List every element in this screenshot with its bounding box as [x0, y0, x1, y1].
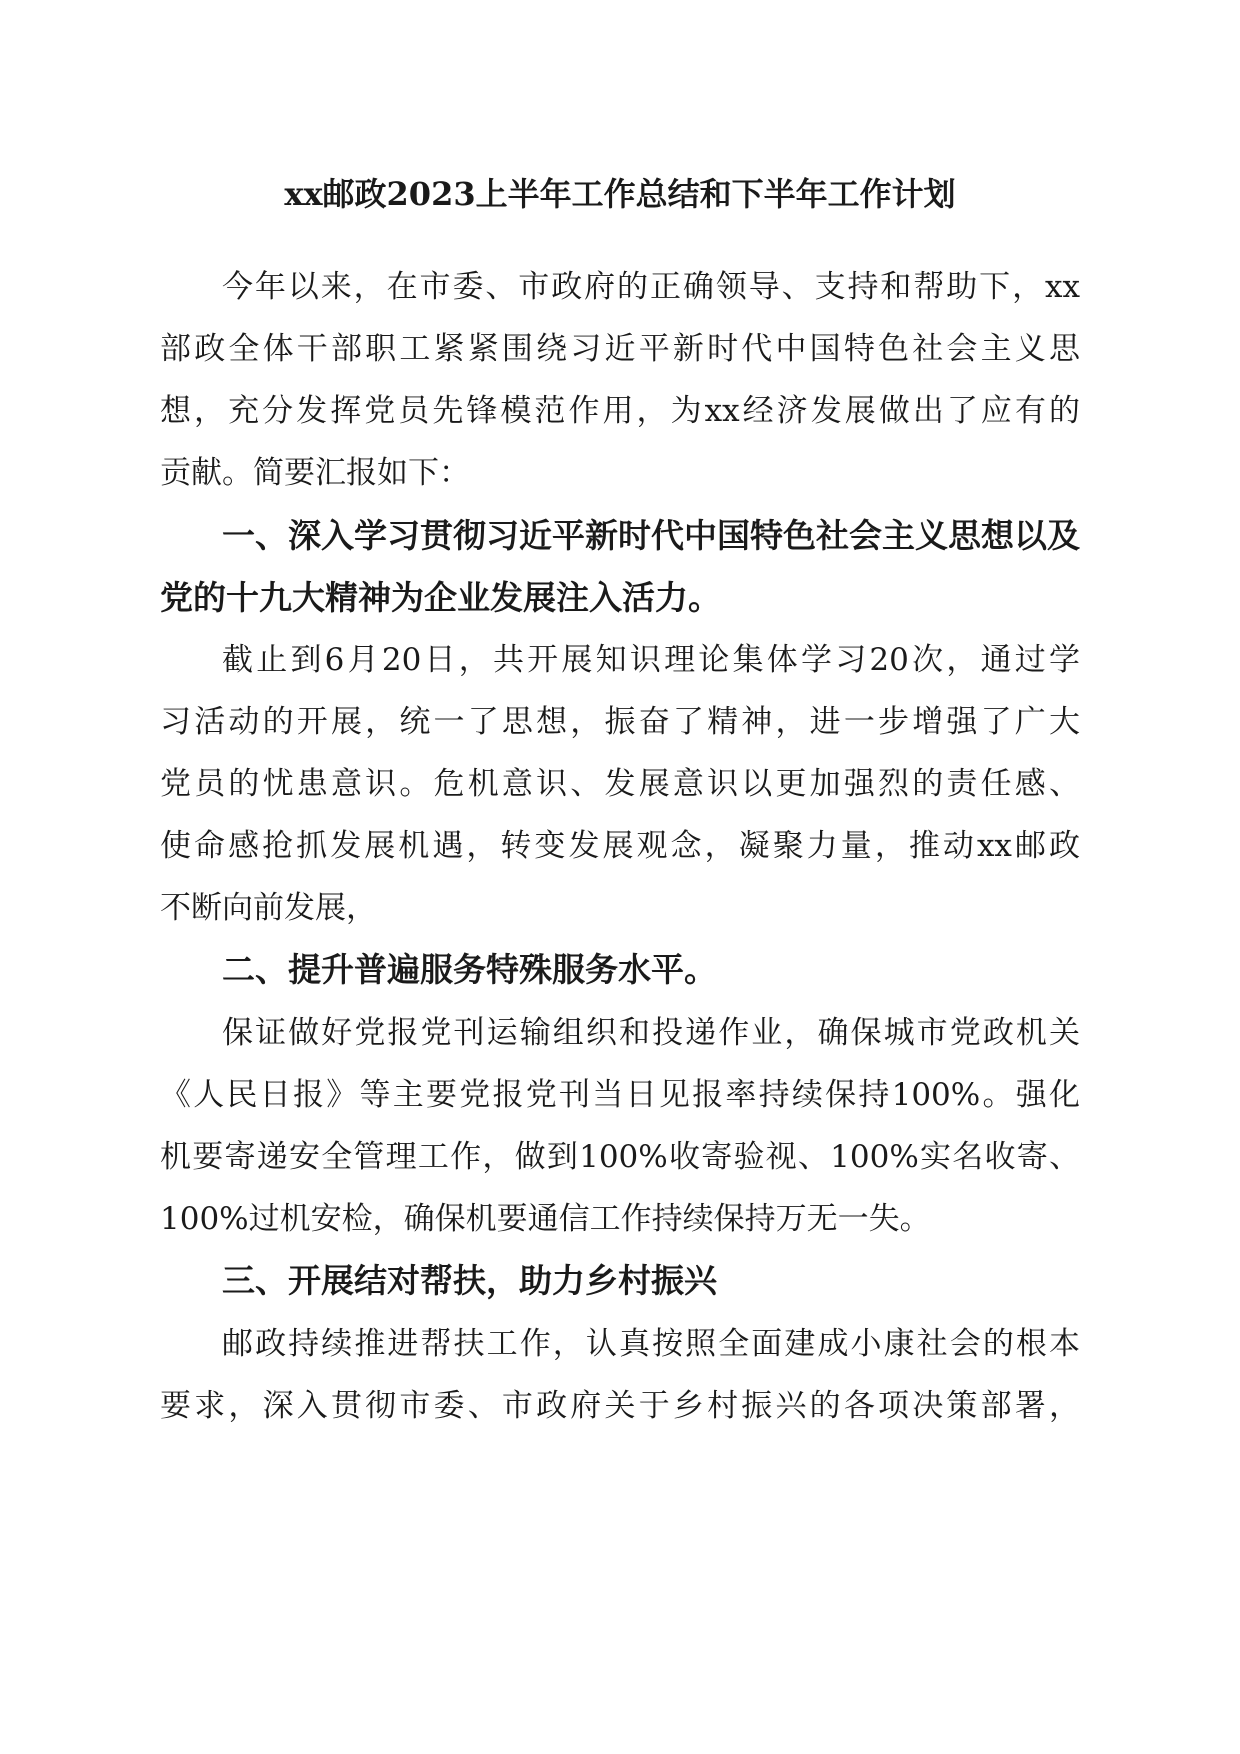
section3-body-line: 要求，深入贯彻市委、市政府关于乡村振兴的各项决策部署， — [160, 1388, 1080, 1424]
section1-body-line: 截止到6月20日，共开展知识理论集体学习20次，通过学 — [222, 642, 1080, 678]
section1-body-line: 不断向前发展， — [160, 890, 377, 926]
section2-body-line: 机要寄递安全管理工作，做到100%收寄验视、100%实名收寄、 — [160, 1139, 1080, 1175]
intro-line: 今年以来，在市委、市政府的正确领导、支持和帮助下，xx — [222, 269, 1080, 305]
intro-line: 想，充分发挥党员先锋模范作用，为xx经济发展做出了应有的 — [160, 393, 1080, 429]
section2-body-line: 《人民日报》等主要党报党刊当日见报率持续保持100%。强化 — [160, 1077, 1080, 1113]
section2-heading: 二、提升普遍服务特殊服务水平。 — [222, 950, 717, 989]
section2-body-line: 保证做好党报党刊运输组织和投递作业，确保城市党政机关 — [222, 1015, 1080, 1051]
section1-heading: 党的十九大精神为企业发展注入活力。 — [160, 578, 721, 617]
intro-line: 贡献。简要汇报如下： — [160, 455, 470, 491]
section1-heading: 一、深入学习贯彻习近平新时代中国特色社会主义思想以及 — [222, 516, 1080, 555]
section3-heading: 三、开展结对帮扶，助力乡村振兴 — [222, 1261, 717, 1300]
intro-line: 部政全体干部职工紧紧围绕习近平新时代中国特色社会主义思 — [160, 331, 1080, 367]
section2-body-line: 100%过机安检，确保机要通信工作持续保持万无一失。 — [160, 1201, 931, 1237]
section1-body-line: 习活动的开展，统一了思想，振奋了精神，进一步增强了广大 — [160, 704, 1080, 740]
document-title: xx邮政2023上半年工作总结和下半年工作计划 — [284, 175, 956, 213]
section3-body-line: 邮政持续推进帮扶工作，认真按照全面建成小康社会的根本 — [222, 1326, 1080, 1362]
section1-body-line: 使命感抢抓发展机遇，转变发展观念，凝聚力量，推动xx邮政 — [160, 828, 1080, 864]
section1-body-line: 党员的忧患意识。危机意识、发展意识以更加强烈的责任感、 — [160, 766, 1080, 802]
